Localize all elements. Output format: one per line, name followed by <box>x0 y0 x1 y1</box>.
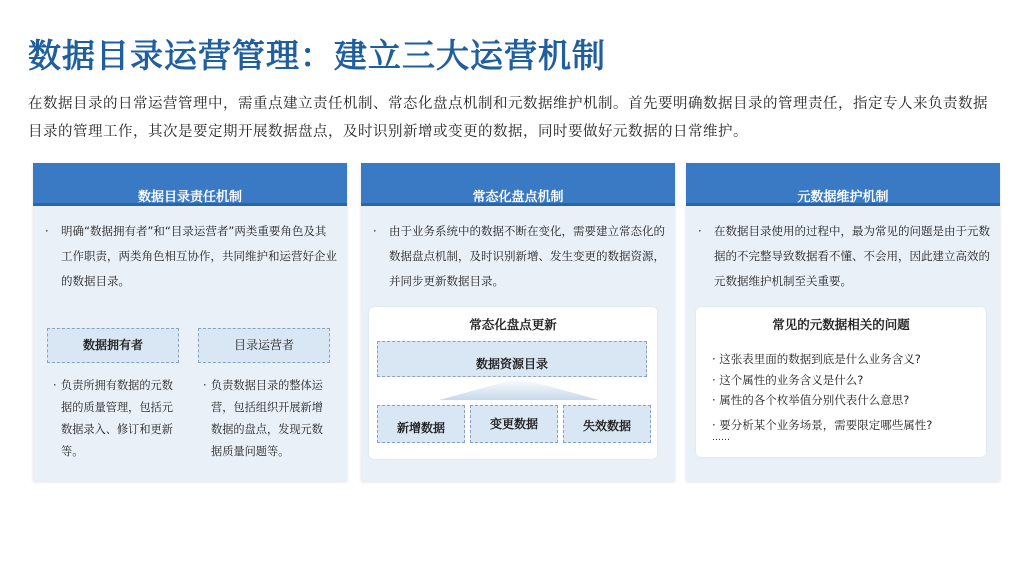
column-responsibility <box>33 163 347 481</box>
bullet: · <box>373 224 377 238</box>
metadata-issues-panel <box>696 307 986 457</box>
invalid-data-box: 失效数据 <box>563 405 651 443</box>
issue-ellipsis: …… <box>712 433 730 443</box>
inventory-update-panel <box>369 307 657 459</box>
flow-arrow-shape <box>439 378 599 400</box>
column-description: · 明确“数据拥有者”和“目录运营者”两类重要角色及其工作职责，两类角色相互协作，共同维护和运营好企业的数据目录。 <box>45 219 337 294</box>
issue-item: · 这个属性的业务含义是什么? <box>712 373 864 387</box>
column-description: · 在数据目录使用的过程中，最为常见的问题是由于元数据的不完整导致数据看不懂、不会用，因此建立高效的元数据维护机制至关重要。 <box>698 219 990 294</box>
column-regular-inventory <box>361 163 675 481</box>
bullet: · <box>698 224 702 238</box>
column-description: · 由于业务系统中的数据不断在变化，需要建立常态化的数据盘点机制，及时识别新增、发生变更的数据资源，并同步更新数据目录。 <box>373 219 665 294</box>
column-metadata-maintenance <box>686 163 1000 481</box>
issue-item: · 属性的各个枚举值分别代表什么意思? <box>712 393 910 407</box>
changed-data-box: 变更数据 <box>470 405 558 443</box>
issue-item: · 这张表里面的数据到底是什么业务含义? <box>712 352 921 366</box>
role-box-data-owner: 数据拥有者 <box>47 328 179 363</box>
resource-catalog-box: 数据资源目录 <box>377 341 647 377</box>
panel-title: 常见的元数据相关的问题 <box>772 317 910 332</box>
intro-paragraph: 在数据目录的日常运营管理中，需重点建立责任机制、常态化盘点机制和元数据维护机制。首先要明确数据目录的管理责任，指定专人来负责数据目录的管理工作，其次是要定期开展数据盘点，及时识别新增或变更的数据，同时要做好元数据的日常维护。 <box>28 96 988 140</box>
role-box-catalog-operator: 目录运营者 <box>198 328 330 363</box>
bullet: · <box>45 224 49 238</box>
column-header: 常态化盘点机制 <box>361 163 675 206</box>
page-title: 数据目录运营管理：建立三大运营机制 <box>28 36 606 75</box>
role-desc-data-owner: · 负责所拥有数据的元数据的质量管理，包括元数据录入、修订和更新等。 <box>53 379 173 458</box>
new-data-box: 新增数据 <box>377 405 465 443</box>
panel-title: 常态化盘点更新 <box>469 317 557 332</box>
role-desc-catalog-operator: · 负责数据目录的整体运营，包括组织开展新增数据的盘点，发现元数据质量问题等。 <box>203 379 323 458</box>
column-header: 元数据维护机制 <box>686 163 1000 206</box>
column-header: 数据目录责任机制 <box>33 163 347 206</box>
issue-item: · 要分析某个业务场景，需要限定哪些属性? <box>712 418 933 432</box>
